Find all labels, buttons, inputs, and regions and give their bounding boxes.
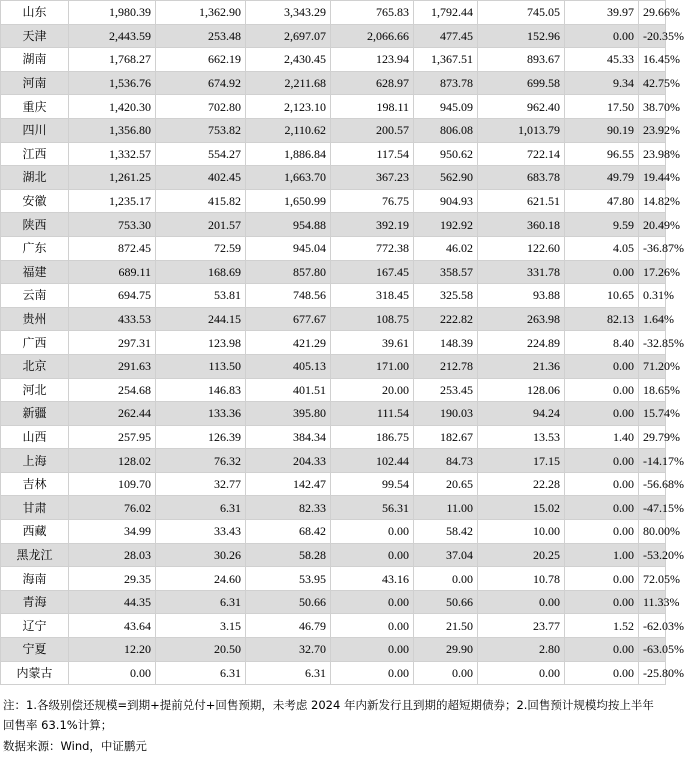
table-row	[1, 661, 666, 685]
value-cell: 17.15	[478, 449, 565, 473]
table-row	[1, 449, 666, 473]
table-row	[1, 166, 666, 190]
value-cell: 318.45	[331, 284, 414, 308]
value-cell: 37.04	[414, 543, 478, 567]
value-cell: 19.44%	[639, 166, 666, 190]
table-row	[1, 189, 666, 213]
value-cell: 72.59	[156, 236, 246, 260]
region-cell: 山西	[1, 425, 69, 449]
value-cell: 954.88	[246, 213, 331, 237]
table-row	[1, 496, 666, 520]
table-row	[1, 71, 666, 95]
value-cell: 1,235.17	[69, 189, 156, 213]
value-cell: 384.34	[246, 425, 331, 449]
value-cell: 32.70	[246, 638, 331, 662]
value-cell: 1,356.80	[69, 118, 156, 142]
value-cell: 56.31	[331, 496, 414, 520]
value-cell: 14.82%	[639, 189, 666, 213]
value-cell: 0.00	[565, 402, 639, 426]
value-cell: 1.64%	[639, 307, 666, 331]
value-cell: 148.39	[414, 331, 478, 355]
table-row	[1, 118, 666, 142]
value-cell: 53.81	[156, 284, 246, 308]
table-row	[1, 1, 666, 25]
region-cell: 宁夏	[1, 638, 69, 662]
value-cell: 395.80	[246, 402, 331, 426]
value-cell: 263.98	[478, 307, 565, 331]
value-cell: 0.00	[331, 543, 414, 567]
value-cell: 1,261.25	[69, 166, 156, 190]
value-cell: 167.45	[331, 260, 414, 284]
value-cell: 72.05%	[639, 567, 666, 591]
value-cell: 39.97	[565, 1, 639, 25]
value-cell: 212.78	[414, 354, 478, 378]
value-cell: 99.54	[331, 472, 414, 496]
value-cell: -20.35%	[639, 24, 666, 48]
value-cell: 257.95	[69, 425, 156, 449]
table-row	[1, 520, 666, 544]
table-row	[1, 331, 666, 355]
value-cell: 677.67	[246, 307, 331, 331]
table-row	[1, 590, 666, 614]
value-cell: 0.00	[565, 520, 639, 544]
value-cell: 200.57	[331, 118, 414, 142]
value-cell: 38.70%	[639, 95, 666, 119]
value-cell: 873.78	[414, 71, 478, 95]
value-cell: 204.33	[246, 449, 331, 473]
region-cell: 湖北	[1, 166, 69, 190]
value-cell: 126.39	[156, 425, 246, 449]
value-cell: 1,013.79	[478, 118, 565, 142]
value-cell: 82.33	[246, 496, 331, 520]
value-cell: 0.00	[565, 260, 639, 284]
value-cell: 392.19	[331, 213, 414, 237]
value-cell: 43.16	[331, 567, 414, 591]
region-cell: 上海	[1, 449, 69, 473]
value-cell: -32.85%	[639, 331, 666, 355]
table-row	[1, 95, 666, 119]
value-cell: 662.19	[156, 48, 246, 72]
value-cell: -25.80%	[639, 661, 666, 685]
value-cell: 32.77	[156, 472, 246, 496]
value-cell: 123.98	[156, 331, 246, 355]
value-cell: 45.33	[565, 48, 639, 72]
value-cell: 0.00	[331, 520, 414, 544]
value-cell: 1.40	[565, 425, 639, 449]
value-cell: 13.53	[478, 425, 565, 449]
value-cell: 1,650.99	[246, 189, 331, 213]
value-cell: 806.08	[414, 118, 478, 142]
value-cell: 29.90	[414, 638, 478, 662]
value-cell: 360.18	[478, 213, 565, 237]
value-cell: 133.36	[156, 402, 246, 426]
value-cell: 962.40	[478, 95, 565, 119]
value-cell: 0.00	[565, 590, 639, 614]
value-cell: 421.29	[246, 331, 331, 355]
value-cell: 0.00	[565, 638, 639, 662]
value-cell: 10.00	[478, 520, 565, 544]
value-cell: 0.00	[565, 472, 639, 496]
value-cell: 562.90	[414, 166, 478, 190]
value-cell: 477.45	[414, 24, 478, 48]
value-cell: 142.47	[246, 472, 331, 496]
value-cell: 0.00	[565, 378, 639, 402]
value-cell: 628.97	[331, 71, 414, 95]
value-cell: 76.02	[69, 496, 156, 520]
value-cell: 1,536.76	[69, 71, 156, 95]
value-cell: 2,697.07	[246, 24, 331, 48]
table-row	[1, 354, 666, 378]
value-cell: 753.82	[156, 118, 246, 142]
value-cell: 44.35	[69, 590, 156, 614]
table-row	[1, 638, 666, 662]
value-cell: 29.79%	[639, 425, 666, 449]
table-row	[1, 284, 666, 308]
value-cell: 1,663.70	[246, 166, 331, 190]
value-cell: 128.06	[478, 378, 565, 402]
region-cell: 青海	[1, 590, 69, 614]
region-cell: 湖南	[1, 48, 69, 72]
value-cell: 94.24	[478, 402, 565, 426]
value-cell: 9.59	[565, 213, 639, 237]
region-cell: 北京	[1, 354, 69, 378]
region-cell: 河北	[1, 378, 69, 402]
value-cell: 689.11	[69, 260, 156, 284]
value-cell: 945.04	[246, 236, 331, 260]
value-cell: 222.82	[414, 307, 478, 331]
value-cell: 15.02	[478, 496, 565, 520]
value-cell: 33.43	[156, 520, 246, 544]
value-cell: 765.83	[331, 1, 414, 25]
value-cell: 192.92	[414, 213, 478, 237]
region-cell: 福建	[1, 260, 69, 284]
value-cell: 6.31	[156, 590, 246, 614]
value-cell: 21.50	[414, 614, 478, 638]
value-cell: 201.57	[156, 213, 246, 237]
value-cell: 58.28	[246, 543, 331, 567]
value-cell: 0.31%	[639, 284, 666, 308]
value-cell: 9.34	[565, 71, 639, 95]
value-cell: -14.17%	[639, 449, 666, 473]
region-cell: 陕西	[1, 213, 69, 237]
region-cell: 河南	[1, 71, 69, 95]
value-cell: 46.79	[246, 614, 331, 638]
value-cell: 331.78	[478, 260, 565, 284]
region-cell: 西藏	[1, 520, 69, 544]
value-cell: 699.58	[478, 71, 565, 95]
region-cell: 广西	[1, 331, 69, 355]
value-cell: 50.66	[246, 590, 331, 614]
table-row	[1, 567, 666, 591]
value-cell: 190.03	[414, 402, 478, 426]
value-cell: 11.00	[414, 496, 478, 520]
value-cell: 0.00	[565, 354, 639, 378]
value-cell: 20.25	[478, 543, 565, 567]
region-cell: 吉林	[1, 472, 69, 496]
value-cell: 152.96	[478, 24, 565, 48]
value-cell: 34.99	[69, 520, 156, 544]
value-cell: 224.89	[478, 331, 565, 355]
region-cell: 贵州	[1, 307, 69, 331]
value-cell: 1,886.84	[246, 142, 331, 166]
value-cell: 50.66	[414, 590, 478, 614]
value-cell: 748.56	[246, 284, 331, 308]
value-cell: 254.68	[69, 378, 156, 402]
value-cell: 772.38	[331, 236, 414, 260]
value-cell: -36.87%	[639, 236, 666, 260]
value-cell: 76.32	[156, 449, 246, 473]
value-cell: 325.58	[414, 284, 478, 308]
table-row	[1, 260, 666, 284]
value-cell: 1,980.39	[69, 1, 156, 25]
value-cell: 893.67	[478, 48, 565, 72]
value-cell: 113.50	[156, 354, 246, 378]
value-cell: 128.02	[69, 449, 156, 473]
value-cell: 15.74%	[639, 402, 666, 426]
region-cell: 内蒙古	[1, 661, 69, 685]
value-cell: 29.35	[69, 567, 156, 591]
value-cell: 2,066.66	[331, 24, 414, 48]
value-cell: 0.00	[414, 567, 478, 591]
region-cell: 安徽	[1, 189, 69, 213]
region-cell: 天津	[1, 24, 69, 48]
value-cell: 43.64	[69, 614, 156, 638]
region-cell: 海南	[1, 567, 69, 591]
value-cell: 1,362.90	[156, 1, 246, 25]
value-cell: -62.03%	[639, 614, 666, 638]
value-cell: 621.51	[478, 189, 565, 213]
value-cell: 6.31	[156, 661, 246, 685]
value-cell: 20.50	[156, 638, 246, 662]
value-cell: 49.79	[565, 166, 639, 190]
value-cell: 21.36	[478, 354, 565, 378]
value-cell: 17.26%	[639, 260, 666, 284]
value-cell: 405.13	[246, 354, 331, 378]
table-footnote: 注：1.各级别偿还规模=到期+提前兑付+回售预期，未考虑 2024 年内新发行且到期的超短期债券；2.回售预计规模均按上半年回售率 63.1%计算；	[3, 698, 654, 732]
region-cell: 辽宁	[1, 614, 69, 638]
value-cell: 415.82	[156, 189, 246, 213]
value-cell: 182.67	[414, 425, 478, 449]
value-cell: 297.31	[69, 331, 156, 355]
value-cell: 1.00	[565, 543, 639, 567]
value-cell: 0.00	[331, 590, 414, 614]
value-cell: 0.00	[565, 661, 639, 685]
value-cell: 30.26	[156, 543, 246, 567]
value-cell: 18.65%	[639, 378, 666, 402]
data-source: 数据来源：Wind，中证鹏元	[3, 739, 147, 753]
region-cell: 广东	[1, 236, 69, 260]
value-cell: 96.55	[565, 142, 639, 166]
value-cell: 1,332.57	[69, 142, 156, 166]
value-cell: 945.09	[414, 95, 478, 119]
value-cell: 253.45	[414, 378, 478, 402]
table-row	[1, 213, 666, 237]
value-cell: 109.70	[69, 472, 156, 496]
value-cell: 0.00	[414, 661, 478, 685]
value-cell: 42.75%	[639, 71, 666, 95]
value-cell: 4.05	[565, 236, 639, 260]
value-cell: 367.23	[331, 166, 414, 190]
value-cell: 1,792.44	[414, 1, 478, 25]
value-cell: -47.15%	[639, 496, 666, 520]
region-cell: 四川	[1, 118, 69, 142]
value-cell: 291.63	[69, 354, 156, 378]
value-cell: 24.60	[156, 567, 246, 591]
table-row	[1, 24, 666, 48]
value-cell: 122.60	[478, 236, 565, 260]
value-cell: 262.44	[69, 402, 156, 426]
value-cell: 171.00	[331, 354, 414, 378]
region-cell: 甘肃	[1, 496, 69, 520]
table-row	[1, 307, 666, 331]
value-cell: 68.42	[246, 520, 331, 544]
value-cell: 1.52	[565, 614, 639, 638]
value-cell: 47.80	[565, 189, 639, 213]
region-cell: 新疆	[1, 402, 69, 426]
value-cell: 11.33%	[639, 590, 666, 614]
value-cell: 2,430.45	[246, 48, 331, 72]
value-cell: 168.69	[156, 260, 246, 284]
value-cell: 0.00	[478, 590, 565, 614]
value-cell: 12.20	[69, 638, 156, 662]
value-cell: 29.66%	[639, 1, 666, 25]
value-cell: 28.03	[69, 543, 156, 567]
value-cell: 554.27	[156, 142, 246, 166]
value-cell: 0.00	[565, 496, 639, 520]
value-cell: 402.45	[156, 166, 246, 190]
value-cell: 2,211.68	[246, 71, 331, 95]
value-cell: 694.75	[69, 284, 156, 308]
value-cell: 0.00	[565, 449, 639, 473]
value-cell: 123.94	[331, 48, 414, 72]
region-cell: 云南	[1, 284, 69, 308]
value-cell: 1,768.27	[69, 48, 156, 72]
value-cell: 433.53	[69, 307, 156, 331]
value-cell: 0.00	[331, 614, 414, 638]
value-cell: 6.31	[246, 661, 331, 685]
value-cell: 1,420.30	[69, 95, 156, 119]
value-cell: 71.20%	[639, 354, 666, 378]
value-cell: 674.92	[156, 71, 246, 95]
value-cell: 0.00	[331, 661, 414, 685]
value-cell: -63.05%	[639, 638, 666, 662]
value-cell: 39.61	[331, 331, 414, 355]
value-cell: 0.00	[565, 567, 639, 591]
value-cell: 401.51	[246, 378, 331, 402]
value-cell: 722.14	[478, 142, 565, 166]
value-cell: 2,443.59	[69, 24, 156, 48]
value-cell: 0.00	[331, 638, 414, 662]
value-cell: 702.80	[156, 95, 246, 119]
value-cell: 20.49%	[639, 213, 666, 237]
value-cell: 23.92%	[639, 118, 666, 142]
table-row	[1, 142, 666, 166]
value-cell: 20.65	[414, 472, 478, 496]
value-cell: 745.05	[478, 1, 565, 25]
value-cell: 117.54	[331, 142, 414, 166]
value-cell: 146.83	[156, 378, 246, 402]
value-cell: 186.75	[331, 425, 414, 449]
value-cell: 244.15	[156, 307, 246, 331]
value-cell: 84.73	[414, 449, 478, 473]
table-row	[1, 378, 666, 402]
value-cell: 198.11	[331, 95, 414, 119]
table-row	[1, 48, 666, 72]
table-row	[1, 402, 666, 426]
value-cell: 857.80	[246, 260, 331, 284]
value-cell: 20.00	[331, 378, 414, 402]
table-row	[1, 425, 666, 449]
value-cell: 358.57	[414, 260, 478, 284]
value-cell: 6.31	[156, 496, 246, 520]
value-cell: 2.80	[478, 638, 565, 662]
value-cell: 22.28	[478, 472, 565, 496]
value-cell: 3,343.29	[246, 1, 331, 25]
value-cell: 0.00	[478, 661, 565, 685]
value-cell: 253.48	[156, 24, 246, 48]
table-body	[1, 1, 684, 685]
value-cell: 904.93	[414, 189, 478, 213]
value-cell: 8.40	[565, 331, 639, 355]
table-row	[1, 614, 666, 638]
value-cell: 2,110.62	[246, 118, 331, 142]
value-cell: 90.19	[565, 118, 639, 142]
region-cell: 江西	[1, 142, 69, 166]
value-cell: 53.95	[246, 567, 331, 591]
table-row	[1, 236, 666, 260]
value-cell: -56.68%	[639, 472, 666, 496]
value-cell: 111.54	[331, 402, 414, 426]
region-cell: 黑龙江	[1, 543, 69, 567]
value-cell: 1,367.51	[414, 48, 478, 72]
value-cell: -53.20%	[639, 543, 666, 567]
value-cell: 0.00	[565, 24, 639, 48]
value-cell: 753.30	[69, 213, 156, 237]
region-cell: 重庆	[1, 95, 69, 119]
table-row	[1, 472, 666, 496]
value-cell: 16.45%	[639, 48, 666, 72]
value-cell: 10.78	[478, 567, 565, 591]
value-cell: 108.75	[331, 307, 414, 331]
value-cell: 58.42	[414, 520, 478, 544]
value-cell: 76.75	[331, 189, 414, 213]
value-cell: 23.98%	[639, 142, 666, 166]
value-cell: 93.88	[478, 284, 565, 308]
value-cell: 950.62	[414, 142, 478, 166]
region-cell: 山东	[1, 1, 69, 25]
value-cell: 46.02	[414, 236, 478, 260]
value-cell: 80.00%	[639, 520, 666, 544]
value-cell: 10.65	[565, 284, 639, 308]
value-cell: 0.00	[69, 661, 156, 685]
value-cell: 23.77	[478, 614, 565, 638]
value-cell: 17.50	[565, 95, 639, 119]
value-cell: 2,123.10	[246, 95, 331, 119]
table-row	[1, 543, 666, 567]
value-cell: 872.45	[69, 236, 156, 260]
value-cell: 3.15	[156, 614, 246, 638]
value-cell: 102.44	[331, 449, 414, 473]
value-cell: 683.78	[478, 166, 565, 190]
value-cell: 82.13	[565, 307, 639, 331]
